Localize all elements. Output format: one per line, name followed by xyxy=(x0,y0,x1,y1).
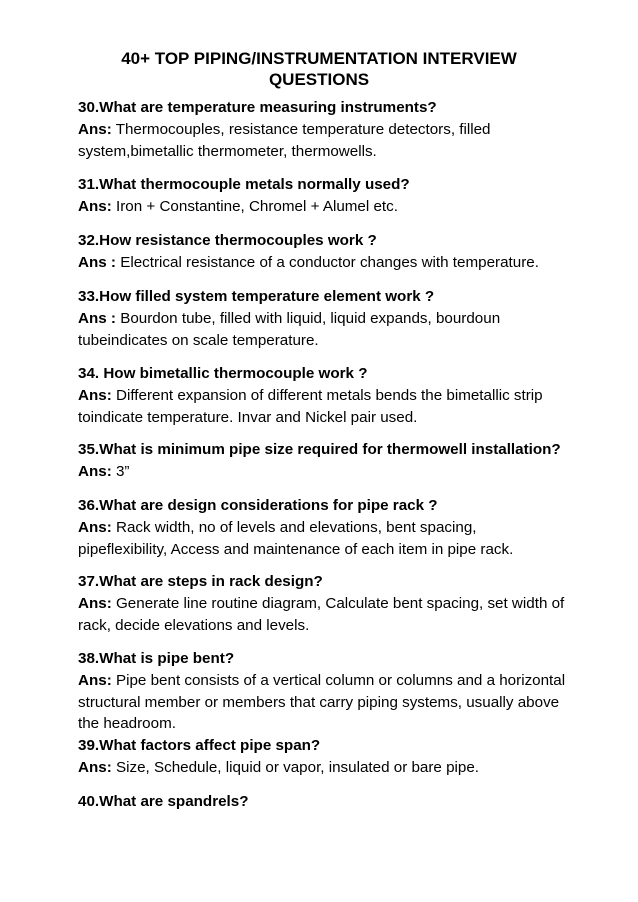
answer-line: tubeindicates on scale temperature. xyxy=(78,331,319,349)
answer-line: system,bimetallic thermometer, thermowells. xyxy=(78,142,377,160)
answer-label: Ans: xyxy=(78,462,112,480)
answer-line: rack, decide elevations and levels. xyxy=(78,616,310,634)
answer-line xyxy=(78,385,578,407)
answer-text: 3” xyxy=(115,462,130,480)
question-text: 36.What are design considerations for pipe rack ? xyxy=(78,497,438,514)
question-text: 37.What are steps in rack design? xyxy=(78,573,323,590)
answer-text: Iron + Constantine, Chromel + Alumel etc. xyxy=(115,197,398,215)
answer-label: Ans: xyxy=(78,594,112,612)
answer-line: the headroom. xyxy=(78,715,176,733)
qa-item-38 xyxy=(78,648,578,735)
answer-label: Ans: xyxy=(78,671,112,689)
answer-line xyxy=(78,119,578,141)
answer-label: Ans : xyxy=(78,253,116,271)
question-text: 39.What factors affect pipe span? xyxy=(78,737,321,754)
answer-text: Size, Schedule, liquid or vapor, insulated or bare pipe. xyxy=(115,758,480,776)
answer-text: Bourdon tube, filled with liquid, liquid expands, bourdoun xyxy=(120,309,501,327)
qa-item-30 xyxy=(78,97,578,162)
question-text: 34. How bimetallic thermocouple work ? xyxy=(78,365,368,382)
question-text: 35.What is minimum pipe size required for thermowell installation? xyxy=(78,441,561,458)
answer-text: Pipe bent consists of a vertical column or columns and a horizontal xyxy=(115,671,566,689)
title-line-2: QUESTIONS xyxy=(268,70,370,89)
answer-line xyxy=(78,670,578,692)
qa-item-32 xyxy=(78,230,578,274)
question-text: 32.How resistance thermocouples work ? xyxy=(78,232,377,249)
answer-text: Thermocouples, resistance temperature detectors, filled xyxy=(115,120,491,138)
qa-item-35 xyxy=(78,439,578,483)
answer-label: Ans: xyxy=(78,197,112,215)
answer-line: structural member or members that carry piping systems, usually above xyxy=(78,693,560,711)
answer-line xyxy=(78,461,578,483)
answer-label: Ans: xyxy=(78,386,112,404)
answer-line xyxy=(78,757,578,779)
answer-label: Ans : xyxy=(78,309,116,327)
answer-line xyxy=(78,252,578,274)
qa-item-31 xyxy=(78,174,578,218)
qa-item-33 xyxy=(78,286,578,351)
qa-item-40 xyxy=(78,791,578,813)
title-line-1: 40+ TOP PIPING/INSTRUMENTATION INTERVIEW xyxy=(121,49,517,68)
answer-text: Generate line routine diagram, Calculate bent spacing, set width of xyxy=(115,594,565,612)
qa-item-34 xyxy=(78,363,578,428)
page-title xyxy=(80,48,558,90)
qa-item-37 xyxy=(78,571,578,636)
answer-line: pipeflexibility, Access and maintenance of each item in pipe rack. xyxy=(78,540,514,558)
answer-line xyxy=(78,196,578,218)
answer-text: Electrical resistance of a conductor changes with temperature. xyxy=(120,253,539,271)
answer-label: Ans: xyxy=(78,120,112,138)
answer-text: Rack width, no of levels and elevations, bent spacing, xyxy=(115,518,477,536)
answer-line xyxy=(78,308,578,330)
answer-label: Ans: xyxy=(78,518,112,536)
qa-item-36 xyxy=(78,495,578,560)
answer-line xyxy=(78,593,578,615)
question-text: 33.How filled system temperature element work ? xyxy=(78,288,435,305)
question-text: 38.What is pipe bent? xyxy=(78,650,235,667)
question-text: 40.What are spandrels? xyxy=(78,793,249,810)
question-text: 30.What are temperature measuring instruments? xyxy=(78,99,437,116)
question-text: 31.What thermocouple metals normally used? xyxy=(78,176,410,193)
answer-line xyxy=(78,517,578,539)
answer-line: toindicate temperature. Invar and Nickel pair used. xyxy=(78,408,418,426)
answer-text: Different expansion of different metals bends the bimetallic strip xyxy=(115,386,543,404)
answer-label: Ans: xyxy=(78,758,112,776)
qa-item-39 xyxy=(78,735,578,779)
